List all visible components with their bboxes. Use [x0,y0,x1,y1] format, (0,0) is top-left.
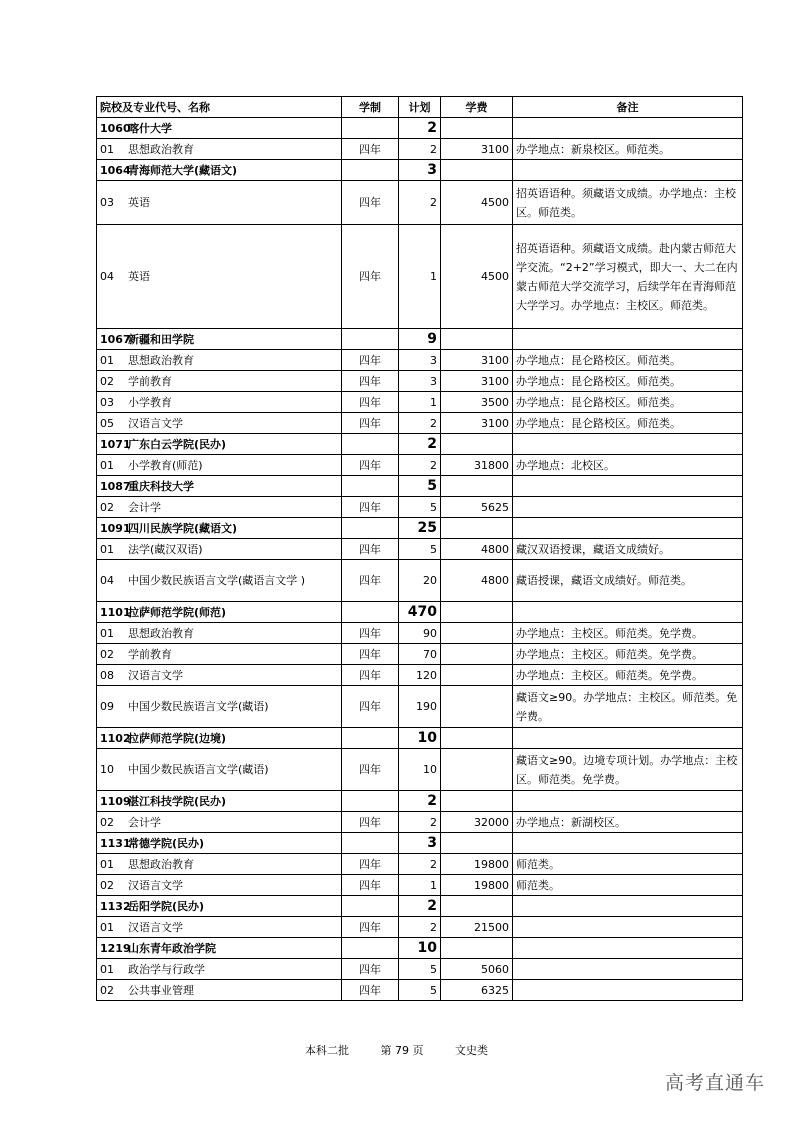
fee-cell: 32000 [441,812,513,833]
header-name: 院校及专业代号、名称 [97,97,342,118]
duration-cell: 四年 [342,875,399,896]
plan-cell: 70 [399,644,441,665]
school-plan-cell: 2 [399,118,441,139]
duration-cell: 四年 [342,980,399,1001]
school-row [97,329,743,350]
major-name: 汉语言文学 [128,920,183,934]
major-name-cell [97,539,342,560]
school-plan-cell: 10 [399,728,441,749]
plan-cell: 2 [399,812,441,833]
school-code: 1102 [100,731,131,745]
major-name: 学前教育 [128,647,172,661]
school-name-cell [97,329,342,350]
fee-cell [441,602,513,623]
major-name-cell [97,854,342,875]
fee-cell: 4800 [441,560,513,602]
plan-cell: 1 [399,875,441,896]
school-code: 1219 [100,941,131,955]
note-cell [513,497,743,518]
major-row [97,959,743,980]
school-plan-cell: 470 [399,602,441,623]
major-name-cell [97,644,342,665]
plan-cell: 3 [399,350,441,371]
major-code: 04 [100,270,114,283]
major-name: 思想政治教育 [128,626,194,640]
duration-cell [342,329,399,350]
note-cell [513,329,743,350]
school-name: 喀什大学 [128,121,172,135]
duration-cell: 四年 [342,139,399,160]
major-row [97,749,743,791]
school-plan-cell: 5 [399,476,441,497]
major-row [97,455,743,476]
duration-cell [342,833,399,854]
fee-cell [441,329,513,350]
major-name: 中国少数民族语言文学(藏语) [128,700,269,713]
note-cell [513,980,743,1001]
major-name: 英语 [128,196,150,209]
major-name-cell [97,560,342,602]
duration-cell [342,896,399,917]
fee-cell: 3100 [441,139,513,160]
school-row [97,518,743,539]
major-row [97,539,743,560]
school-plan-cell: 9 [399,329,441,350]
fee-cell: 5060 [441,959,513,980]
major-code: 03 [100,196,114,209]
duration-cell: 四年 [342,455,399,476]
school-name-cell [97,602,342,623]
fee-cell [441,938,513,959]
note-cell: 办学地点：昆仑路校区。师范类。 [513,371,743,392]
fee-cell [441,118,513,139]
note-cell [513,476,743,497]
note-cell [513,118,743,139]
duration-cell: 四年 [342,392,399,413]
major-name: 小学教育(师范) [128,458,203,472]
school-name-cell [97,833,342,854]
school-code: 1132 [100,899,131,913]
duration-cell: 四年 [342,350,399,371]
school-name: 拉萨师范学院(师范) [128,605,227,619]
school-row [97,896,743,917]
school-name: 山东青年政治学院 [128,941,216,955]
admission-plan-table [96,96,743,1001]
major-name-cell [97,812,342,833]
fee-cell [441,833,513,854]
school-plan-cell: 10 [399,938,441,959]
major-name-cell [97,980,342,1001]
school-name: 新疆和田学院 [128,332,194,346]
plan-cell: 2 [399,139,441,160]
note-cell: 师范类。 [513,875,743,896]
major-code: 01 [100,857,114,871]
note-cell [513,791,743,812]
major-row [97,917,743,938]
major-name-cell [97,181,342,225]
fee-cell [441,476,513,497]
plan-cell: 1 [399,392,441,413]
duration-cell: 四年 [342,959,399,980]
plan-cell: 90 [399,623,441,644]
school-code: 1087 [100,479,131,493]
fee-cell [441,644,513,665]
note-cell: 办学地点：北校区。 [513,455,743,476]
duration-cell: 四年 [342,181,399,225]
plan-cell: 5 [399,980,441,1001]
major-row [97,812,743,833]
plan-cell: 5 [399,959,441,980]
school-code: 1064 [100,163,131,177]
school-plan-cell: 2 [399,791,441,812]
school-name: 岳阳学院(民办) [128,899,205,913]
school-code: 1101 [100,605,131,619]
school-row [97,476,743,497]
school-row [97,728,743,749]
school-name: 重庆科技大学 [128,479,194,493]
major-row [97,980,743,1001]
duration-cell: 四年 [342,497,399,518]
plan-cell: 5 [399,539,441,560]
school-row [97,833,743,854]
major-row [97,413,743,434]
duration-cell: 四年 [342,665,399,686]
major-name: 汉语言文学 [128,668,183,682]
school-code: 1131 [100,836,131,850]
major-name: 思想政治教育 [128,142,194,156]
duration-cell: 四年 [342,686,399,728]
major-code: 10 [100,763,114,776]
school-plan-cell: 25 [399,518,441,539]
major-name: 小学教育 [128,395,172,409]
fee-cell [441,623,513,644]
school-name-cell [97,728,342,749]
major-name: 会计学 [128,815,161,829]
major-code: 02 [100,374,114,388]
footer-category: 文史类 [455,1044,488,1057]
note-cell [513,518,743,539]
major-name: 中国少数民族语言文学(藏语言文学 ) [128,573,306,587]
duration-cell: 四年 [342,539,399,560]
note-cell [513,602,743,623]
major-name: 公共事业管理 [128,983,194,997]
major-name-cell [97,413,342,434]
table-header-row [97,97,743,118]
major-row [97,623,743,644]
major-code: 02 [100,878,114,892]
school-name-cell [97,938,342,959]
note-cell: 藏语文≥90。办学地点：主校区。师范类。免学费。 [513,686,743,728]
fee-cell: 4500 [441,225,513,329]
plan-cell: 3 [399,371,441,392]
major-code: 08 [100,668,114,682]
fee-cell [441,434,513,455]
fee-cell [441,665,513,686]
plan-cell: 2 [399,455,441,476]
major-name: 会计学 [128,500,161,514]
page-footer [0,1042,793,1058]
school-row [97,602,743,623]
plan-cell: 2 [399,413,441,434]
header-plan: 计划 [399,97,441,118]
major-code: 01 [100,142,114,156]
plan-cell: 2 [399,181,441,225]
header-note: 备注 [513,97,743,118]
school-name-cell [97,518,342,539]
major-name: 学前教育 [128,374,172,388]
duration-cell [342,791,399,812]
footer-batch: 本科二批 [305,1044,349,1057]
duration-cell: 四年 [342,560,399,602]
major-name-cell [97,139,342,160]
major-name-cell [97,350,342,371]
major-code: 09 [100,700,114,713]
major-name-cell [97,917,342,938]
school-name-cell [97,434,342,455]
note-cell: 办学地点：昆仑路校区。师范类。 [513,413,743,434]
plan-cell: 5 [399,497,441,518]
major-name-cell [97,371,342,392]
fee-cell [441,791,513,812]
school-code: 1060 [100,121,131,135]
major-code: 05 [100,416,114,430]
major-name-cell [97,455,342,476]
major-name: 英语 [128,270,150,283]
major-code: 04 [100,573,114,587]
note-cell: 办学地点：新泉校区。师范类。 [513,139,743,160]
duration-cell: 四年 [342,749,399,791]
major-row [97,560,743,602]
duration-cell [342,476,399,497]
major-row [97,350,743,371]
major-code: 01 [100,920,114,934]
fee-cell [441,749,513,791]
fee-cell: 5625 [441,497,513,518]
plan-cell: 1 [399,225,441,329]
major-name-cell [97,623,342,644]
major-name-cell [97,225,342,329]
note-cell: 办学地点：主校区。师范类。免学费。 [513,665,743,686]
school-row [97,938,743,959]
major-name-cell [97,959,342,980]
note-cell [513,959,743,980]
major-name-cell [97,497,342,518]
duration-cell [342,160,399,181]
note-cell: 招英语语种。须藏语文成绩。办学地点：主校区。师范类。 [513,181,743,225]
major-row [97,139,743,160]
note-cell [513,434,743,455]
note-cell: 办学地点：新湖校区。 [513,812,743,833]
major-name: 汉语言文学 [128,416,183,430]
note-cell: 办学地点：昆仑路校区。师范类。 [513,350,743,371]
duration-cell: 四年 [342,917,399,938]
major-row [97,644,743,665]
header-fee: 学费 [441,97,513,118]
fee-cell: 6325 [441,980,513,1001]
duration-cell [342,938,399,959]
duration-cell [342,434,399,455]
school-name: 常德学院(民办) [128,836,205,850]
note-cell [513,728,743,749]
major-row [97,665,743,686]
fee-cell: 3500 [441,392,513,413]
note-cell: 藏汉双语授课，藏语文成绩好。 [513,539,743,560]
school-name-cell [97,118,342,139]
major-name-cell [97,392,342,413]
major-code: 02 [100,815,114,829]
duration-cell [342,118,399,139]
note-cell: 招英语语种。须藏语文成绩。赴内蒙古师范大学交流。“2+2”学习模式，即大一、大二在内蒙古师范大学交流学习，后续学年在青海师范大学学习。办学地点：主校区。师范类。 [513,225,743,329]
school-code: 1067 [100,332,131,346]
school-name: 湛江科技学院(民办) [128,794,227,808]
fee-cell: 31800 [441,455,513,476]
school-plan-cell: 3 [399,833,441,854]
school-row [97,434,743,455]
plan-cell: 190 [399,686,441,728]
header-duration: 学制 [342,97,399,118]
school-code: 1071 [100,437,131,451]
duration-cell: 四年 [342,854,399,875]
plan-cell: 10 [399,749,441,791]
major-code: 02 [100,983,114,997]
note-cell [513,917,743,938]
school-name-cell [97,476,342,497]
note-cell: 藏语授课，藏语文成绩好。师范类。 [513,560,743,602]
note-cell: 师范类。 [513,854,743,875]
major-code: 01 [100,542,114,556]
plan-cell: 2 [399,917,441,938]
fee-cell [441,160,513,181]
note-cell [513,160,743,181]
school-name: 拉萨师范学院(边境) [128,731,227,745]
major-name: 中国少数民族语言文学(藏语) [128,763,269,776]
major-code: 03 [100,395,114,409]
school-plan-cell: 2 [399,434,441,455]
major-row [97,497,743,518]
fee-cell: 19800 [441,854,513,875]
school-name: 青海师范大学(藏语文) [128,163,238,177]
major-row [97,392,743,413]
note-cell: 办学地点：主校区。师范类。免学费。 [513,623,743,644]
school-row [97,160,743,181]
watermark-logo: 高考直通车 [664,1072,765,1094]
major-code: 01 [100,962,114,976]
school-plan-cell: 3 [399,160,441,181]
footer-page: 第 79 页 [380,1044,424,1057]
school-row [97,791,743,812]
fee-cell [441,728,513,749]
major-name: 思想政治教育 [128,857,194,871]
major-name-cell [97,875,342,896]
major-row [97,854,743,875]
fee-cell [441,518,513,539]
major-row [97,225,743,329]
duration-cell: 四年 [342,413,399,434]
fee-cell: 21500 [441,917,513,938]
school-plan-cell: 2 [399,896,441,917]
major-row [97,181,743,225]
note-cell [513,896,743,917]
major-code: 02 [100,500,114,514]
major-name-cell [97,686,342,728]
major-code: 01 [100,353,114,367]
duration-cell: 四年 [342,644,399,665]
major-row [97,371,743,392]
plan-cell: 120 [399,665,441,686]
duration-cell: 四年 [342,371,399,392]
fee-cell [441,896,513,917]
school-name-cell [97,896,342,917]
school-name-cell [97,791,342,812]
plan-cell: 20 [399,560,441,602]
note-cell: 藏语文≥90。边境专项计划。办学地点：主校区。师范类。免学费。 [513,749,743,791]
note-cell: 办学地点：主校区。师范类。免学费。 [513,644,743,665]
school-name-cell [97,160,342,181]
duration-cell [342,602,399,623]
school-code: 1091 [100,521,131,535]
fee-cell: 19800 [441,875,513,896]
fee-cell: 4800 [441,539,513,560]
major-row [97,875,743,896]
school-name: 四川民族学院(藏语文) [128,521,238,535]
note-cell [513,833,743,854]
fee-cell [441,686,513,728]
duration-cell: 四年 [342,623,399,644]
note-cell [513,938,743,959]
major-name: 汉语言文学 [128,878,183,892]
duration-cell [342,518,399,539]
school-name: 广东白云学院(民办) [128,437,227,451]
duration-cell: 四年 [342,812,399,833]
fee-cell: 3100 [441,413,513,434]
school-code: 1109 [100,794,131,808]
note-cell: 办学地点：昆仑路校区。师范类。 [513,392,743,413]
school-row [97,118,743,139]
plan-cell: 2 [399,854,441,875]
fee-cell: 3100 [441,371,513,392]
duration-cell: 四年 [342,225,399,329]
duration-cell [342,728,399,749]
major-name: 政治学与行政学 [128,962,205,976]
major-name: 思想政治教育 [128,353,194,367]
major-name: 法学(藏汉双语) [128,542,203,556]
fee-cell: 4500 [441,181,513,225]
major-name-cell [97,665,342,686]
major-code: 01 [100,458,114,472]
major-row [97,686,743,728]
major-code: 02 [100,647,114,661]
major-code: 01 [100,626,114,640]
major-name-cell [97,749,342,791]
fee-cell: 3100 [441,350,513,371]
